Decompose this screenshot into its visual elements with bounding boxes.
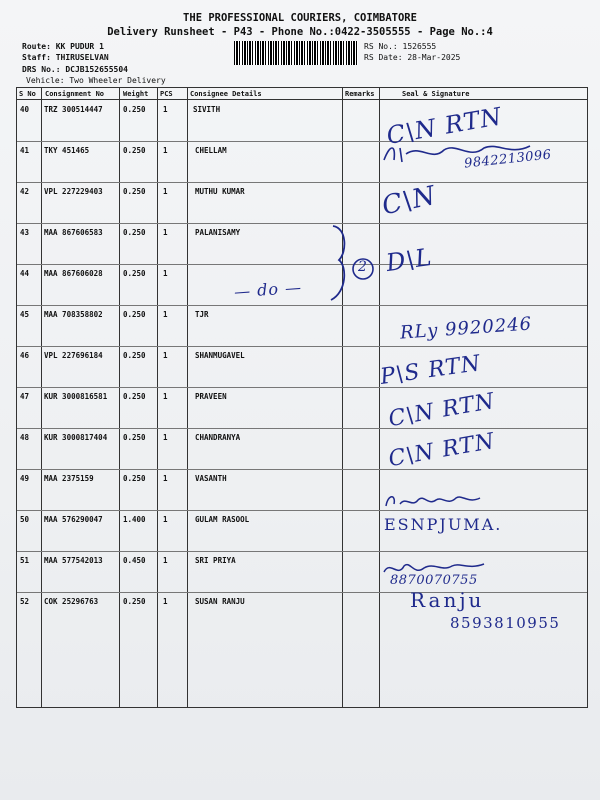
header-consignment: Consignment No	[45, 90, 105, 98]
row-consignee: PALANISAMY	[195, 228, 241, 237]
row-pcs: 1	[163, 474, 168, 483]
col-divider	[41, 88, 42, 707]
row-consignee: PRAVEEN	[195, 392, 227, 401]
row-sno: 48	[20, 433, 30, 442]
row-sno: 46	[20, 351, 30, 360]
company-title: THE PROFESSIONAL COURIERS, COIMBATORE	[183, 12, 417, 24]
handwritten-remark: D\L	[384, 242, 434, 278]
row-divider	[17, 510, 587, 511]
row-weight: 0.450	[123, 556, 146, 565]
handwritten-remark: C\N RTN	[384, 102, 505, 150]
vehicle-label: Vehicle: Two Wheeler Delivery	[26, 76, 166, 85]
col-divider	[119, 88, 120, 707]
row-sno: 51	[20, 556, 30, 565]
row-weight: 0.250	[123, 351, 146, 360]
row-consignment: MAA 867606583	[44, 228, 103, 237]
ditto-mark: — do —	[233, 277, 303, 302]
barcode-image	[234, 41, 358, 65]
row-divider	[17, 387, 587, 388]
drs-number: DRS No.: DCJB152655504	[22, 65, 128, 74]
row-sno: 47	[20, 392, 30, 401]
row-consignment: KUR 3000817404	[44, 433, 108, 442]
header-signature: Seal & Signature	[402, 90, 470, 98]
col-divider	[157, 88, 158, 707]
header-consignee: Consignee Details	[190, 90, 262, 98]
row-consignee: TJR	[195, 310, 209, 319]
rs-number: RS No.: 1526555	[364, 42, 437, 51]
row-weight: 0.250	[123, 146, 146, 155]
row-consignment: KUR 3000816581	[44, 392, 108, 401]
staff-label: Staff: THIRUSELVAN	[22, 53, 109, 62]
row-consignment: COK 25296763	[44, 597, 99, 606]
row-pcs: 1	[163, 228, 168, 237]
row-weight: 0.250	[123, 187, 146, 196]
row-weight: 0.250	[123, 392, 146, 401]
handwritten-remark: C\N	[379, 180, 439, 222]
row-consignment: MAA 708358802	[44, 310, 103, 319]
row-weight: 0.250	[123, 310, 146, 319]
row-consignee: SIVITH	[193, 105, 221, 114]
row-consignee: SHANMUGAVEL	[195, 351, 245, 360]
row-pcs: 1	[163, 105, 168, 114]
row-consignment: TKY 451465	[44, 146, 90, 155]
row-consignment: TRZ 300514447	[44, 105, 103, 114]
row-pcs: 1	[163, 269, 168, 278]
col-divider	[187, 88, 188, 707]
circled-number: 2	[358, 259, 367, 275]
row-consignment: VPL 227229403	[44, 187, 103, 196]
row-sno: 43	[20, 228, 30, 237]
row-consignee: GULAM RASOOL	[195, 515, 250, 524]
row-weight: 0.250	[123, 269, 146, 278]
header-sno: S No	[19, 90, 36, 98]
row-consignment: MAA 577542013	[44, 556, 103, 565]
col-divider	[379, 88, 380, 707]
row-sno: 50	[20, 515, 30, 524]
header-pcs: PCS	[160, 90, 173, 98]
row-divider	[17, 592, 587, 593]
row-pcs: 1	[163, 187, 168, 196]
handwritten-remark: P\S RTN	[378, 351, 483, 390]
row-pcs: 1	[163, 310, 168, 319]
row-pcs: 1	[163, 433, 168, 442]
row-divider	[17, 182, 587, 183]
row-sno: 40	[20, 105, 30, 114]
row-divider	[17, 346, 587, 347]
handwritten-remark: C\N RTN	[386, 428, 497, 473]
row-sno: 41	[20, 146, 30, 155]
row-divider	[17, 264, 587, 265]
runsheet-subtitle: Delivery Runsheet - P43 - Phone No.:0422-3505555 - Page No.:4	[107, 26, 493, 38]
row-pcs: 1	[163, 351, 168, 360]
row-sno: 44	[20, 269, 30, 278]
col-divider	[342, 88, 343, 707]
handwritten-phone: 8593810955	[450, 614, 561, 632]
row-weight: 0.250	[123, 433, 146, 442]
row-consignee: CHANDRANYA	[195, 433, 241, 442]
handwritten-remark: C\N RTN	[386, 388, 497, 433]
route-label: Route: KK PUDUR 1	[22, 42, 104, 51]
row-pcs: 1	[163, 146, 168, 155]
row-pcs: 1	[163, 392, 168, 401]
row-weight: 0.250	[123, 105, 146, 114]
row-divider	[17, 223, 587, 224]
header-divider	[17, 99, 587, 100]
row-divider	[17, 305, 587, 306]
row-pcs: 1	[163, 556, 168, 565]
handwritten-name: Ranju	[410, 588, 485, 612]
row-consignee: MUTHU KUMAR	[195, 187, 245, 196]
row-weight: 0.250	[123, 474, 146, 483]
row-consignee: SRI PRIYA	[195, 556, 236, 565]
handwritten-signature	[382, 490, 492, 510]
row-divider	[17, 551, 587, 552]
handwritten-remark: RLy 9920246	[399, 313, 533, 344]
row-divider	[17, 469, 587, 470]
row-sno: 42	[20, 187, 30, 196]
row-consignee: VASANTH	[195, 474, 227, 483]
row-pcs: 1	[163, 597, 168, 606]
row-consignment: MAA 867606028	[44, 269, 103, 278]
row-sno: 49	[20, 474, 30, 483]
row-pcs: 1	[163, 515, 168, 524]
header-weight: Weight	[123, 90, 149, 98]
header-remarks: Remarks	[345, 90, 375, 98]
row-consignment: VPL 227696184	[44, 351, 103, 360]
handwritten-remark: ESNPJUMA.	[384, 515, 503, 534]
row-weight: 1.400	[123, 515, 146, 524]
row-consignee: CHELLAM	[195, 146, 227, 155]
row-sno: 52	[20, 597, 30, 606]
handwritten-phone: 9842213096	[463, 147, 553, 172]
row-consignee: SUSAN RANJU	[195, 597, 245, 606]
row-weight: 0.250	[123, 597, 146, 606]
row-weight: 0.250	[123, 228, 146, 237]
row-divider	[17, 428, 587, 429]
row-consignment: MAA 576290047	[44, 515, 103, 524]
row-consignment: MAA 2375159	[44, 474, 94, 483]
rs-date: RS Date: 28-Mar-2025	[364, 53, 461, 62]
row-sno: 45	[20, 310, 30, 319]
handwritten-phone: 8870070755	[390, 573, 478, 588]
